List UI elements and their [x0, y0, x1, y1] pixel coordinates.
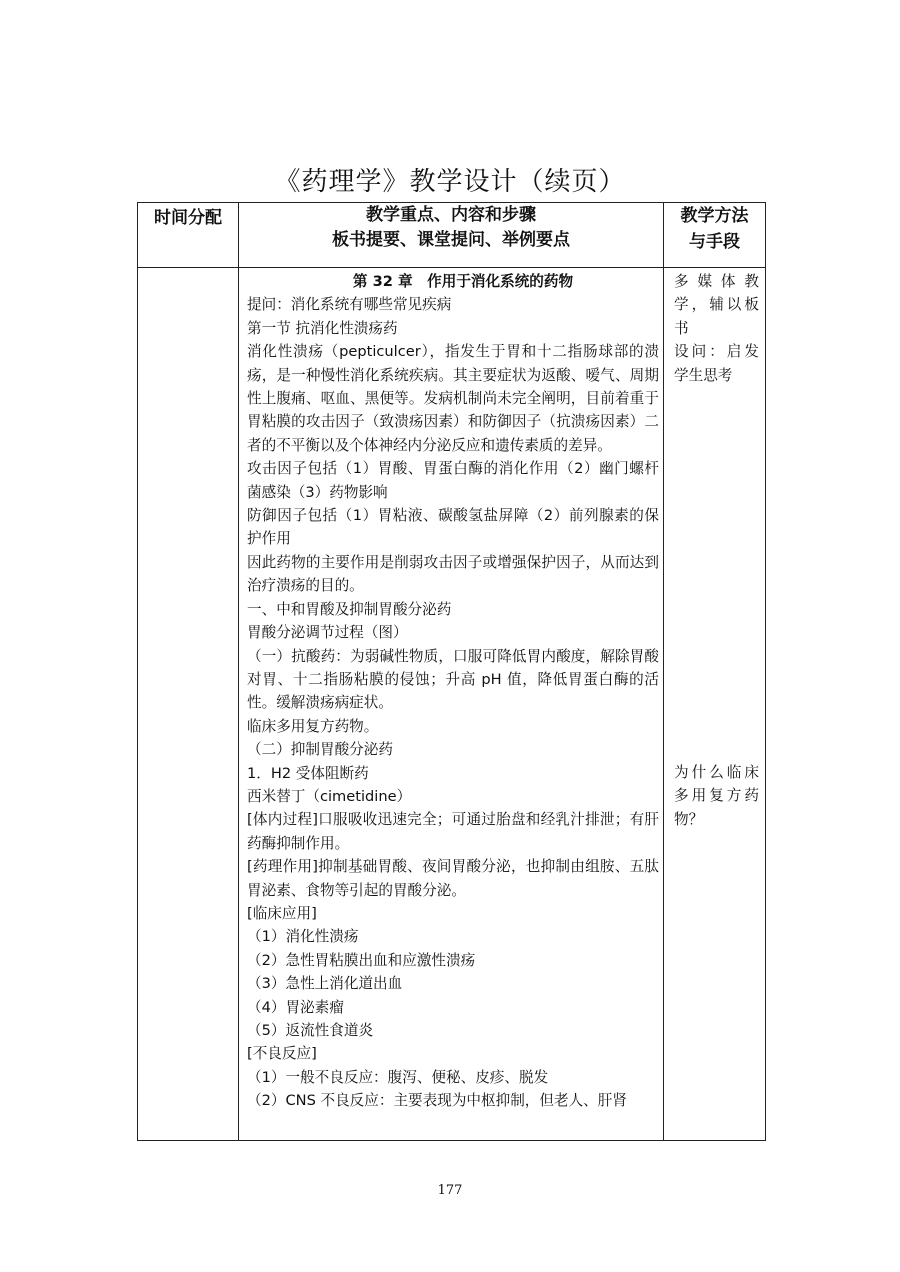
content-paragraph: 1．H2 受体阻断药 [247, 764, 369, 782]
method-note: 设问：启发学生思考 [674, 343, 759, 384]
list-item: （2）CNS 不良反应：主要表现为中枢抑制，但老人、肝肾 [247, 1092, 627, 1110]
content-paragraph: [临床应用] [247, 904, 317, 922]
content-paragraph: [体内过程]口服吸收迅速完全；可通过胎盘和经乳汁排泄；有肝药酶抑制作用。 [247, 811, 659, 852]
methods-cell [664, 268, 766, 1141]
header-content-line2: 板书提要、课堂提问、举例要点 [332, 230, 570, 250]
content-paragraph: （二）抑制胃酸分泌药 [247, 741, 393, 759]
content-paragraph: （一）抗酸药：为弱碱性物质，口服可降低胃内酸度，解除胃酸对胃、十二指肠粘膜的侵蚀；升高 pH 值，降低胃蛋白酶的活性。缓解溃疡病症状。 [247, 647, 659, 712]
content-paragraph: 一、中和胃酸及抑制胃酸分泌药 [247, 600, 452, 618]
content-paragraph: 因此药物的主要作用是削弱攻击因子或增强保护因子，从而达到治疗溃疡的目的。 [247, 553, 659, 595]
page-title: 《药理学》教学设计（续页） [274, 167, 626, 197]
method-note: 多媒体教学，辅以板书 [674, 273, 759, 337]
time-cell [138, 268, 239, 1141]
content-cell [239, 268, 664, 1141]
content-paragraph: 防御因子包括（1）胃粘液、碳酸氢盐屏障（2）前列腺素的保护作用 [247, 507, 659, 548]
page-number: 177 [437, 1183, 463, 1198]
table-header-row [138, 203, 766, 268]
header-methods [664, 203, 766, 268]
content-paragraph: 消化性溃疡（pepticulcer），指发生于胃和十二指肠球部的溃疡，是一种慢性消化系统疾病。其主要症状为返酸、嗳气、周期性上腹痛、呕血、黑便等。发病机制尚未完全阐明，目前着重于胃粘膜的攻击因子（致溃疡因素）和防御因子（抗溃疡因素）二者的不平衡以及个体神经内分泌反应和遗传素质的差异。 [247, 343, 659, 454]
chapter-heading: 第 32 章 作用于消化系统的药物 [352, 273, 574, 290]
table-body-row [138, 268, 766, 1141]
lesson-plan-table [137, 202, 766, 1141]
content-paragraph: 胃酸分泌调节过程（图） [247, 624, 408, 642]
list-item: （1）一般不良反应：腹泻、便秘、皮疹、脱发 [247, 1068, 549, 1086]
header-content-line1: 教学重点、内容和步骤 [366, 205, 536, 225]
header-methods-line2: 与手段 [689, 232, 740, 252]
header-content [239, 203, 664, 268]
list-item: （5）返流性食道炎 [247, 1022, 374, 1039]
list-item: （4）胃泌素瘤 [247, 998, 344, 1016]
method-note: 为什么临床多用复方药物？ [674, 764, 759, 828]
section-heading: 第一节 抗消化性溃疡药 [247, 319, 398, 337]
content-paragraph: [不良反应] [247, 1045, 317, 1063]
content-paragraph: 提问：消化系统有哪些常见疾病 [247, 296, 452, 314]
list-item: （1）消化性溃疡 [247, 928, 359, 946]
header-methods-line1: 教学方法 [680, 206, 749, 226]
content-paragraph: 临床多用复方药物。 [247, 717, 379, 735]
list-item: （2）急性胃粘膜出血和应激性溃疡 [247, 951, 476, 969]
content-paragraph: 攻击因子包括（1）胃酸、胃蛋白酶的消化作用（2）幽门螺杆菌感染（3）药物影响 [247, 460, 659, 501]
list-item: （3）急性上消化道出血 [247, 975, 403, 993]
content-paragraph: 西米替丁（cimetidine） [247, 787, 412, 805]
header-time-allocation: 时间分配 [138, 203, 239, 268]
content-paragraph: [药理作用]抑制基础胃酸、夜间胃酸分泌，也抑制由组胺、五肽胃泌素、食物等引起的胃酸分泌。 [247, 858, 659, 899]
